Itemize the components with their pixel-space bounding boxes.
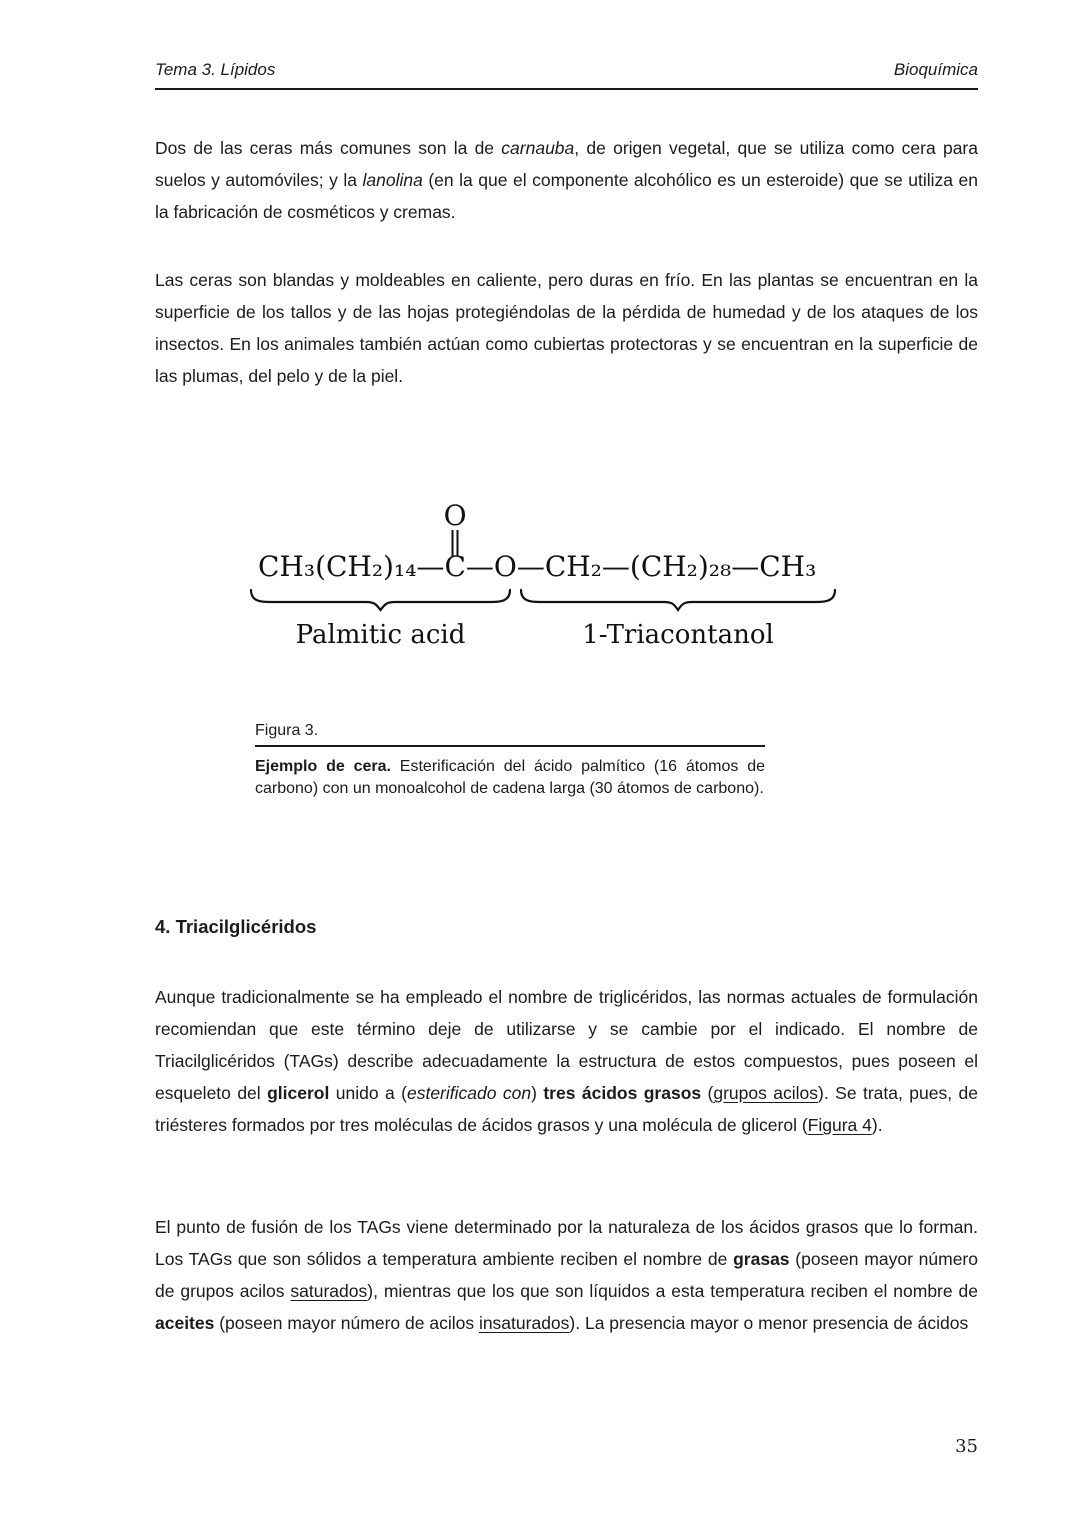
triacontanol-label: 1-Triacontanol	[582, 620, 774, 650]
paragraph-tags-nomenclatura: Aunque tradicionalmente se ha empleado el nombre de triglicéridos, las normas actuales de formulación recomiendan que este término deje de utilizarse y se cambie por el indicado. El nombre de Triacilglicéridos (TAGs) describe adecuadamente la estructura de estos compuestos, pues poseen el esqueleto del glicerol unido a (esterificado con) tres ácidos grasos (grupos acilos). Se trata, pues, de triésteres formados por tres moléculas de ácidos grasos y una molécula de glicerol (Figura 4).	[155, 987, 978, 1135]
page-number: 35	[955, 1436, 978, 1457]
paragraph-ceras-propiedades: Las ceras son blandas y moldeables en caliente, pero duras en frío. En las plantas se encuentran en la superficie de los tallos y de las hojas protegiéndolas de la pérdida de humedad y de los ataques de los insectos. En los animales también actúan como cubiertas protectoras y se encuentran en la superficie de las plumas, del pelo y de la piel.	[155, 270, 978, 386]
triacontanol-chain: —O—CH₂—(CH₂)₂₈—CH₃	[465, 550, 817, 583]
paragraph-ceras-comunes: Dos de las ceras más comunes son la de carnauba, de origen vegetal, que se utiliza como cera para suelos y automóviles; y la lanolina (en la que el componente alcohólico es un esteroide) que se utiliza en la fabricación de cosméticos y cremas.	[155, 138, 978, 222]
double-bond-icon	[452, 530, 459, 556]
palmitic-acid-label: Palmitic acid	[295, 620, 466, 650]
figure-caption	[255, 722, 765, 800]
carbonyl-carbon: C	[444, 550, 466, 583]
header-chapter-title: Tema 3. Lípidos	[155, 60, 276, 79]
header-subject-title: Bioquímica	[893, 60, 978, 79]
palmitic-acid-underbrace	[250, 588, 511, 612]
ester-formula	[258, 499, 817, 584]
figure-caption-text: Ejemplo de cera. Esterificación del ácido palmítico (16 átomos de carbono) con un monoalcohol de cadena larga (30 átomos de carbono).	[255, 758, 765, 797]
header-rule	[155, 88, 978, 90]
carbonyl-oxygen: O	[443, 499, 467, 532]
figure-ester-structure	[150, 486, 1030, 666]
figure-number-label: Figura 3.	[255, 722, 765, 747]
carbonyl-group	[443, 499, 467, 584]
palmitic-chain: CH₃(CH₂)₁₄—	[258, 550, 445, 583]
section-heading-triacilgliceridos: 4. Triacilglicéridos	[155, 916, 317, 937]
triacontanol-underbrace	[520, 588, 836, 612]
paragraph-tags-punto-fusion: El punto de fusión de los TAGs viene determinado por la naturaleza de los ácidos grasos que lo forman. Los TAGs que son sólidos a temperatura ambiente reciben el nombre de grasas (poseen mayor número de grupos acilos saturados), mientras que los que son líquidos a esta temperatura reciben el nombre de aceites (poseen mayor número de acilos insaturados). La presencia mayor o menor presencia de ácidos	[155, 1217, 978, 1333]
